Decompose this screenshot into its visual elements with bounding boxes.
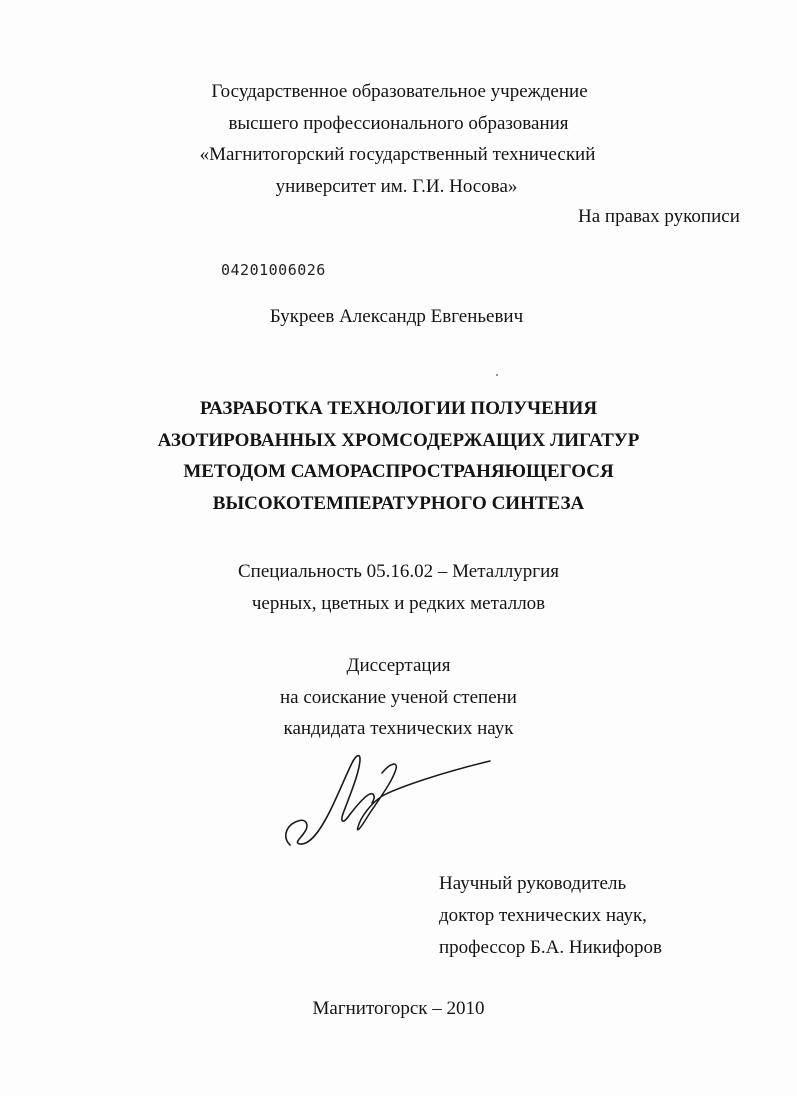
title-line: МЕТОДОМ САМОРАСПРОСТРАНЯЮЩЕГОСЯ [183,461,614,482]
city-year: Магнитогорск – 2010 [312,998,485,1019]
scan-speck [496,374,498,376]
institution-line: Государственное образовательное учреждение [211,81,588,102]
degree-line: Диссертация [346,655,451,676]
institution-line: высшего профессионального образования [228,112,569,134]
title-line: ВЫСОКОТЕМПЕРАТУРНОГО СИНТЕЗА [212,492,585,514]
catalog-number-stamp: 04201006026 [221,261,326,279]
specialty-block [0,560,797,623]
degree-line: на соискание ученой степени [280,686,517,708]
title-line: АЗОТИРОВАННЫХ ХРОМСОДЕРЖАЩИХ ЛИГАТУР [157,429,640,451]
supervisor-line: Научный руководитель [439,873,627,894]
title-line: РАЗРАБОТКА ТЕХНОЛОГИИ ПОЛУЧЕНИЯ [199,398,598,419]
supervisor-line: доктор технических наук, [439,905,647,926]
supervisor-line: профессор Б.А. Никифоров [439,937,662,958]
institution-line: университет им. Г.И. Носова» [275,175,518,197]
degree-line: кандидата технических наук [283,718,514,739]
specialty-line: черных, цветных и редких металлов [251,592,546,614]
institution-header [0,80,797,206]
supervisor-block [439,872,662,968]
specialty-line: Специальность 05.16.02 – Металлургия [237,561,560,582]
degree-block [0,654,797,749]
handwritten-signature [280,745,495,855]
author-name: Букреев Александр Евгеньевич [269,306,524,327]
manuscript-rights-note: На правах рукописи [578,206,740,227]
dissertation-title [0,397,797,523]
institution-line: «Магнитогорский государственный технический [199,144,596,165]
